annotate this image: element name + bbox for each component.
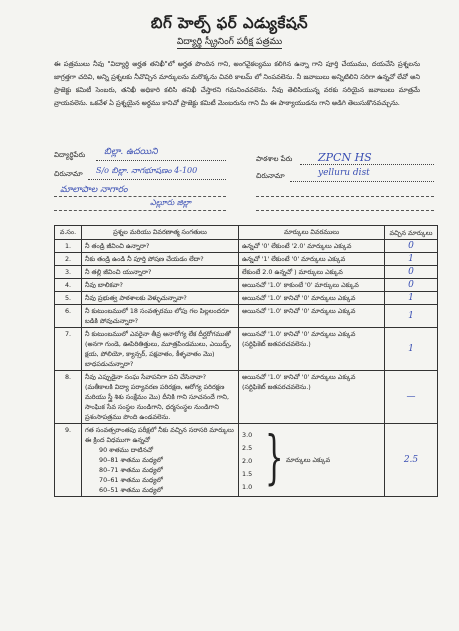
row-scored: [385, 305, 438, 328]
row-num: 8.: [55, 371, 82, 424]
scale-values: [242, 429, 252, 494]
row-scored: [385, 279, 438, 292]
scored-mark: 1: [408, 311, 414, 321]
row-question-text: గత సంవత్సరాంతపు పరీక్షలో నీకు వచ్చిన సరాసరి మార్కులు ఈ క్రింద విధముగా ఉన్నచో: [85, 426, 234, 444]
student-name-label: విద్యార్థిపేరు: [54, 151, 86, 159]
row-question: నీవు ప్రభుత్వ పాఠశాలకు వెళ్ళుచున్నావా?: [82, 292, 239, 305]
scored-mark: 1: [408, 344, 414, 354]
scored-mark: 1: [408, 254, 414, 264]
school-name-value: ZPCN HS: [318, 151, 372, 164]
row-marks: ఉన్నచో '0' లేకుంటే '2.0' మార్కులు ఎక్కువ: [239, 240, 385, 253]
row-scored: [385, 424, 438, 497]
instructions-paragraph: ఈ పత్రములు నీవు "విద్యార్థి అర్హత తనిఖీ"లో అర్హత పొందిన గాని, అంగవైకల్యము కలిగిన ఉన్నా గాని పూర్తి చేయుము, దయచేసి ప్రశ్నలను జాగ్రత్తగా చదివి, అన్ని ప్రశ్నలకు నీవొచ్చిన మార్కులను మరొక్కను చివరి కాలమ్ లో నింపవలెను. నీ జవాబులు అన్నిటిలిని సరిగా ఉన్నవో లేవో అని ప్రాజెక్టు కమిటీ సెంబరు, తనిఖీ అధికారి కలిసి తనిఖీ చేస్తారని గమనించవలెను. నీవు తెలిసియున్న వరకు సరియైన జవాబులు మాత్రమే వ్రాయవలెను. ఒకవేళ ఏ ప్రశ్నయైన అర్థము కానిచో ప్రాజెక్టు కమిటీ మెంబరును గాని మీ ఈ పాఠ్యాయుడను గాని అడిగి తెలుసుకొనవచ్చును.: [54, 60, 420, 107]
table-row: [55, 424, 438, 497]
row-marks: అయినచో '1.0' కాకుంటే '0' మార్కులు ఎక్కువ: [239, 279, 385, 292]
percent-band: 80–71 శాతము మధ్యలో: [99, 466, 163, 474]
table-header-row: [55, 226, 438, 240]
row-question: నీ తండ్రి జీవించి ఉన్నారా?: [82, 240, 239, 253]
school-name-label: పాఠశాల పేరు: [256, 155, 293, 163]
scored-mark: 0: [408, 267, 414, 277]
scored-mark: —: [406, 392, 416, 402]
table-row: [55, 240, 438, 253]
row-marks: అయినచో '1.0' కానిచో '0' మార్కులు ఎక్కువ (సర్టిఫికెట్ జతపరచవలెను.): [239, 371, 385, 424]
form-subtitle: [0, 37, 459, 49]
student-name-value: బిల్లా. ఉదయిని: [104, 147, 158, 157]
student-name-line: [96, 160, 226, 161]
row-question: నీ తల్లి జీవించి యున్నారా?: [82, 266, 239, 279]
row-question: నీవు బాలికవా?: [82, 279, 239, 292]
row-marks: లేకుంటే 2.0 ఉన్నచో ) మార్కులు ఎక్కువ: [239, 266, 385, 279]
marks-scale: [242, 423, 381, 495]
table-row: [55, 328, 438, 371]
row-num: 2.: [55, 253, 82, 266]
scale-value: 3.0: [242, 431, 253, 439]
percent-band: 60–51 శాతము మధ్యలో: [99, 486, 163, 494]
brace-glyph: }: [265, 423, 284, 491]
row-scored: [385, 253, 438, 266]
row-question: నీవు ఎప్పుడైనా సంఘ సేవాపనిగా పని చేసినావా? (మతీకాలకి విద్యా పర్యావరణ పరిరక్షణ, ఆరోగ్య పరిరక్షణ మరియు స్త్రీ శిశు సంక్షేమం మొ) దీనికి గాని సూచనందే గాని, సాంఘిక సేవ సంస్థల నుండిగాని, ధర్మసంస్థల నుండిగాని ప్రశంసాపత్రము పొంది ఉండవలెను.: [82, 371, 239, 424]
school-address-line-2: [256, 196, 434, 197]
form-title: బిగ్ హెల్ప్ ఫర్ ఎడ్యుకేషన్: [150, 14, 309, 32]
header-marks: మార్కులు వివరములు: [239, 226, 385, 240]
school-name-line: [300, 164, 434, 165]
row-question: నీ కుటుంబములో ఎవరైనా తీవ్ర అనారోగ్య లేక దీర్ఘరోగముతో (అనగా గుండె, ఊపిరితిత్తులు, మూత్రపిండములు, ఎయిడ్స్, క్షయ, పోలియో, క్యాన్సర్, పక్షవాతం, కీళ్ళవాతం మొ) బాధపడుచున్నారా?: [82, 328, 239, 371]
table-row: [55, 371, 438, 424]
table-row: [55, 253, 438, 266]
row-marks: అయినచో '1.0' కానిచో '0' మార్కులు ఎక్కువ: [239, 292, 385, 305]
scored-mark: 2.5: [403, 455, 419, 465]
header-question: ప్రశ్నల మరియు వివరణాత్మ సంగతులు: [82, 226, 239, 240]
scored-mark: 0: [408, 241, 414, 251]
table-row: [55, 292, 438, 305]
row-marks: అయినచో '1.0' కానిచో '0' మార్కులు ఎక్కువ (సర్టిఫికెట్ జతపరచవలెను.): [239, 328, 385, 371]
row-num: 1.: [55, 240, 82, 253]
row-scored: [385, 240, 438, 253]
row-num: 3.: [55, 266, 82, 279]
address-value: S/o బిల్లా. నాగభూషణం 4-100: [96, 166, 198, 175]
percent-bands: [85, 445, 235, 495]
table-row: [55, 266, 438, 279]
form-subtitle-text: విద్యార్థి స్క్రీనింగ్ పరీక్ష పత్రము: [176, 37, 283, 47]
school-address-label: చిరునామా: [256, 172, 285, 180]
address-value-3: ఎల్లూరు జిల్లా: [150, 198, 191, 207]
row-marks-text: మార్కులు ఎక్కువ: [286, 456, 331, 464]
row-num: 5.: [55, 292, 82, 305]
scale-value: 1.0: [242, 483, 253, 491]
address-line-2: [54, 196, 226, 197]
table-row: [55, 305, 438, 328]
address-line-3: [54, 210, 226, 211]
row-scored: [385, 371, 438, 424]
row-num: 9.: [55, 424, 82, 497]
row-scored: [385, 328, 438, 371]
row-num: 6.: [55, 305, 82, 328]
percent-band: 90–81 శాతము మధ్యలో: [99, 456, 163, 464]
row-marks: అయినచో '1.0' కానిచో '0' మార్కులు ఎక్కువ: [239, 305, 385, 328]
scored-mark: 1: [408, 293, 414, 303]
row-scored: [385, 266, 438, 279]
row-scored: [385, 292, 438, 305]
address-value-2: మాలాపాల నాగారం: [60, 185, 128, 195]
scale-value: 2.5: [242, 444, 253, 452]
scale-value: 2.0: [242, 457, 253, 465]
school-address-line: [290, 181, 434, 182]
row-marks: ఉన్నచో '1' లేకుంటే '0' మార్కులు ఎక్కువ: [239, 253, 385, 266]
row-marks: [239, 424, 385, 497]
table-row: [55, 279, 438, 292]
percent-band: 90 శాతము దాటినచో: [99, 446, 153, 454]
row-num: 4.: [55, 279, 82, 292]
school-address-value: yelluru dist: [318, 168, 370, 178]
scored-mark: 0: [408, 280, 414, 290]
row-num: 7.: [55, 328, 82, 371]
percent-band: 70–61 శాతము మధ్యలో: [99, 476, 163, 484]
school-address-line-3: [256, 210, 434, 211]
row-question: [82, 424, 239, 497]
row-question: నీకు తండ్రి ఉండి నీ పూర్తి పోషణ చేయడం లేదా?: [82, 253, 239, 266]
address-label: చిరునామా: [54, 170, 83, 178]
scale-value: 1.5: [242, 470, 253, 478]
address-line: [88, 179, 226, 180]
header-scored: వచ్చిన మార్కులు: [385, 226, 438, 240]
row-question: నీ కుటుంబములో 18 సంవత్సరము లోపు గల పిల్లలందరూ బడికి పోవుచున్నారా?: [82, 305, 239, 328]
screening-table: [54, 225, 438, 497]
header-num: వ.సం.: [55, 226, 82, 240]
